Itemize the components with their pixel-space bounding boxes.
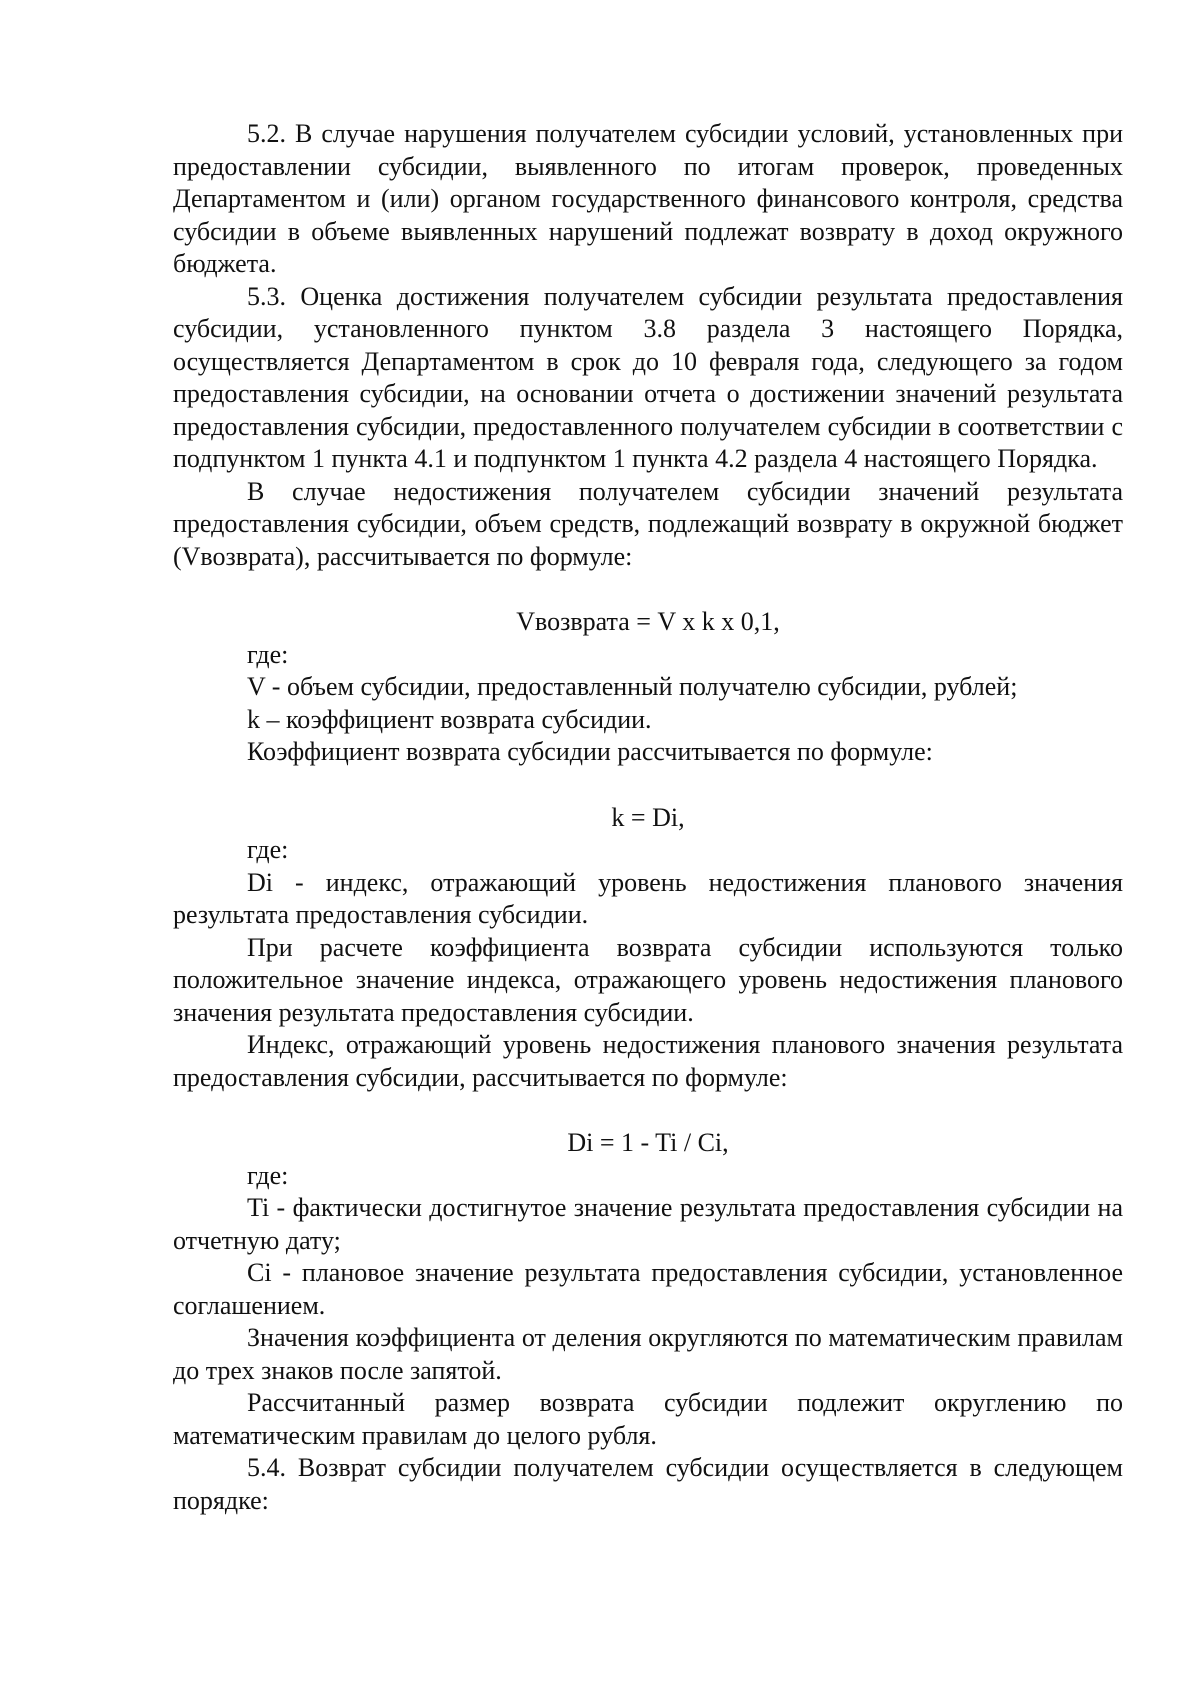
definition-ci: Ci - плановое значение результата предоставления субсидии, установленное соглашением.	[173, 1258, 1123, 1320]
definition-di: Di - индекс, отражающий уровень недостижения планового значения результата предоставления субсидии.	[173, 867, 1123, 929]
paragraph-nedostizhenie: В случае недостижения получателем субсидии значений результата предоставления субсидии, объем средств, подлежащий возврату в окружной бюджет (Vвозврата), рассчитывается по формуле:	[173, 476, 1123, 571]
paragraph-5-4: 5.4. Возврат субсидии получателем субсидии осуществляется в следующем порядке:	[173, 1453, 1123, 1515]
document-body	[173, 118, 1123, 1517]
formula-k: k = Di,	[611, 802, 685, 832]
where-label: где:	[247, 639, 289, 669]
where-label: где:	[247, 835, 289, 864]
paragraph-raschet: При расчете коэффициента возврата субсидии используются только положительное значение индекса, отражающего уровень недостижения планового значения результата предоставления субсидии.	[173, 932, 1123, 1027]
definition-ti: Ti - фактически достигнутое значение результата предоставления субсидии на отчетную дату;	[173, 1193, 1123, 1255]
paragraph-5-3: 5.3. Оценка достижения получателем субсидии результата предоставления субсидии, установленного пунктом 3.8 раздела 3 настоящего Порядка, осуществляется Департаментом в срок до 10 февраля года, следующего за годом предоставления субсидии, на основании отчета о достижении значений результата предоставления субсидии, предоставленного получателем субсидии в соответствии с подпунктом 1 пункта 4.1 и подпунктом 1 пункта 4.2 раздела 4 настоящего Порядка.	[173, 281, 1123, 473]
definition-k: k – коэффициент возврата субсидии.	[247, 704, 652, 734]
paragraph-razmer: Рассчитанный размер возврата субсидии подлежит округлению по математическим правилам до целого рубля.	[173, 1388, 1123, 1450]
paragraph-index: Индекс, отражающий уровень недостижения планового значения результата предоставления субсидии, рассчитывается по формуле:	[173, 1030, 1123, 1092]
coefficient-formula-intro: Коэффициент возврата субсидии рассчитывается по формуле:	[247, 737, 933, 766]
formula-di: Di = 1 - Ti / Ci,	[567, 1128, 729, 1157]
paragraph-okruglenie: Значения коэффициента от деления округляются по математическим правилам до трех знаков после запятой.	[173, 1323, 1123, 1385]
formula-vozvrata: Vвозврата = V x k x 0,1,	[516, 607, 780, 636]
where-label: где:	[247, 1160, 289, 1190]
definition-v: V - объем субсидии, предоставленный получателю субсидии, рублей;	[247, 672, 1018, 701]
paragraph-5-2: 5.2. В случае нарушения получателем субсидии условий, установленных при предоставлении субсидии, выявленного по итогам проверок, проведенных Департаментом и (или) органом государственного финансового контроля, средства субсидии в объеме выявленных нарушений подлежат возврату в доход окружного бюджета.	[173, 119, 1123, 278]
